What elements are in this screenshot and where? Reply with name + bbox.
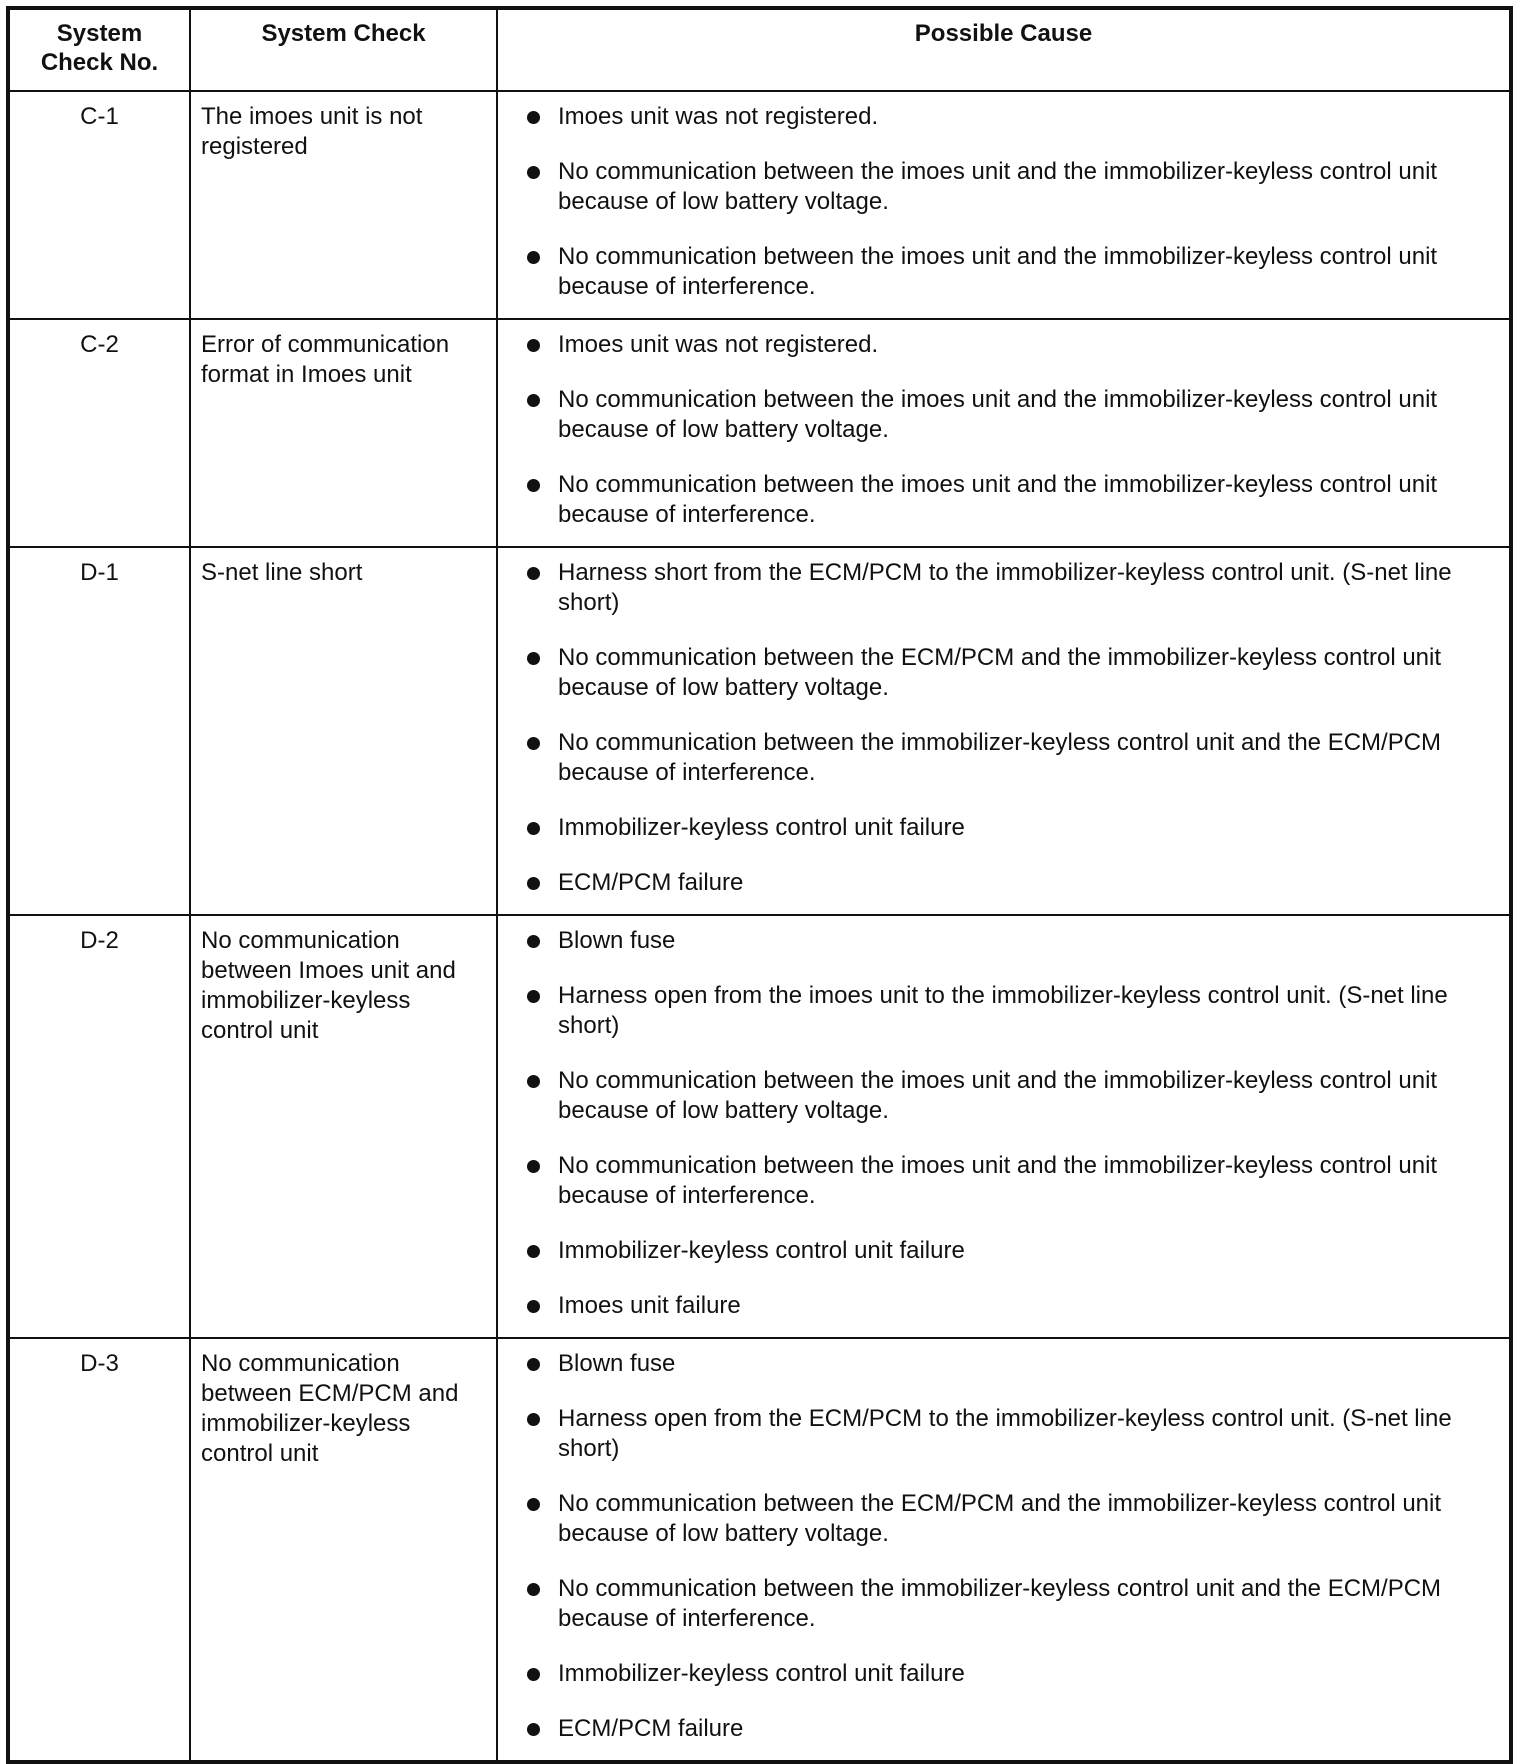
bullet-icon	[527, 990, 540, 1003]
table-row	[8, 1338, 1511, 1762]
header-system-check: System Check	[190, 8, 497, 91]
possible-cause-item	[498, 1659, 1495, 1689]
possible-cause-cell	[497, 91, 1511, 319]
bullet-icon	[527, 1723, 540, 1736]
possible-cause-item	[498, 157, 1495, 217]
system-check-cell: Error of communication format in Imoes unit	[190, 319, 497, 547]
table-row	[8, 91, 1511, 319]
bullet-icon	[527, 1583, 540, 1596]
possible-cause-item	[498, 1291, 1495, 1321]
possible-cause-text: No communication between the ECM/PCM and the immobilizer-keyless control unit because of low battery voltage.	[558, 1490, 1442, 1547]
possible-cause-item	[498, 385, 1495, 445]
bullet-icon	[527, 1498, 540, 1511]
table-row	[8, 547, 1511, 915]
system-check-no-cell: C-2	[8, 319, 190, 547]
possible-cause-list	[498, 926, 1495, 1321]
possible-cause-item	[498, 981, 1495, 1041]
bullet-icon	[527, 1075, 540, 1088]
possible-cause-list	[498, 102, 1495, 302]
possible-cause-text: No communication between the imoes unit and the immobilizer-keyless control unit because of interference.	[558, 1152, 1438, 1209]
possible-cause-item	[498, 868, 1495, 898]
system-check-cell: No communication between ECM/PCM and immobilizer-keyless control unit	[190, 1338, 497, 1762]
possible-cause-item	[498, 470, 1495, 530]
possible-cause-text: Imoes unit was not registered.	[558, 103, 879, 130]
possible-cause-text: Harness short from the ECM/PCM to the immobilizer-keyless control unit. (S-net line short)	[558, 559, 1452, 616]
possible-cause-text: No communication between the imoes unit and the immobilizer-keyless control unit because of low battery voltage.	[558, 386, 1438, 443]
possible-cause-text: ECM/PCM failure	[558, 869, 744, 896]
bullet-icon	[527, 1358, 540, 1371]
system-check-no-cell: C-1	[8, 91, 190, 319]
possible-cause-text: Imoes unit was not registered.	[558, 331, 879, 358]
bullet-icon	[527, 1300, 540, 1313]
system-check-cell: No communication between Imoes unit and immobilizer-keyless control unit	[190, 915, 497, 1338]
bullet-icon	[527, 1160, 540, 1173]
table-header	[8, 8, 1511, 91]
system-check-cell: S-net line short	[190, 547, 497, 915]
table-row	[8, 915, 1511, 1338]
possible-cause-item	[498, 558, 1495, 618]
possible-cause-item	[498, 926, 1495, 956]
table-row	[8, 319, 1511, 547]
possible-cause-item	[498, 330, 1495, 360]
bullet-icon	[527, 339, 540, 352]
system-check-cell: The imoes unit is not registered	[190, 91, 497, 319]
possible-cause-text: No communication between the imoes unit and the immobilizer-keyless control unit because of interference.	[558, 471, 1438, 528]
bullet-icon	[527, 877, 540, 890]
possible-cause-cell	[497, 319, 1511, 547]
bullet-icon	[527, 737, 540, 750]
possible-cause-item	[498, 728, 1495, 788]
bullet-icon	[527, 567, 540, 580]
possible-cause-text: No communication between the imoes unit and the immobilizer-keyless control unit because of interference.	[558, 243, 1438, 300]
bullet-icon	[527, 1413, 540, 1426]
bullet-icon	[527, 1245, 540, 1258]
possible-cause-text: No communication between the imoes unit and the immobilizer-keyless control unit because of low battery voltage.	[558, 158, 1438, 215]
possible-cause-item	[498, 102, 1495, 132]
possible-cause-text: Immobilizer-keyless control unit failure	[558, 814, 965, 841]
possible-cause-text: Harness open from the ECM/PCM to the immobilizer-keyless control unit. (S-net line short)	[558, 1405, 1452, 1462]
possible-cause-item	[498, 1236, 1495, 1266]
bullet-icon	[527, 652, 540, 665]
possible-cause-text: No communication between the imoes unit and the immobilizer-keyless control unit because of low battery voltage.	[558, 1067, 1438, 1124]
possible-cause-item	[498, 1404, 1495, 1464]
possible-cause-text: ECM/PCM failure	[558, 1715, 744, 1742]
possible-cause-list	[498, 1349, 1495, 1744]
possible-cause-item	[498, 1151, 1495, 1211]
possible-cause-text: No communication between the immobilizer-keyless control unit and the ECM/PCM because of interference.	[558, 729, 1442, 786]
possible-cause-text: No communication between the ECM/PCM and the immobilizer-keyless control unit because of low battery voltage.	[558, 644, 1442, 701]
possible-cause-text: Harness open from the imoes unit to the immobilizer-keyless control unit. (S-net line short)	[558, 982, 1448, 1039]
possible-cause-cell	[497, 547, 1511, 915]
bullet-icon	[527, 394, 540, 407]
system-check-no-cell: D-2	[8, 915, 190, 1338]
possible-cause-item	[498, 643, 1495, 703]
table-body	[8, 91, 1511, 1762]
possible-cause-list	[498, 558, 1495, 898]
header-possible-cause: Possible Cause	[497, 8, 1511, 91]
possible-cause-text: Immobilizer-keyless control unit failure	[558, 1660, 965, 1687]
possible-cause-text: No communication between the immobilizer-keyless control unit and the ECM/PCM because of interference.	[558, 1575, 1442, 1632]
possible-cause-text: Imoes unit failure	[558, 1292, 741, 1319]
header-row	[8, 8, 1511, 91]
possible-cause-text: Blown fuse	[558, 927, 676, 954]
possible-cause-item	[498, 1574, 1495, 1634]
possible-cause-cell	[497, 915, 1511, 1338]
system-check-no-cell: D-1	[8, 547, 190, 915]
possible-cause-cell	[497, 1338, 1511, 1762]
bullet-icon	[527, 111, 540, 124]
bullet-icon	[527, 1668, 540, 1681]
bullet-icon	[527, 935, 540, 948]
bullet-icon	[527, 479, 540, 492]
possible-cause-list	[498, 330, 1495, 530]
bullet-icon	[527, 822, 540, 835]
bullet-icon	[527, 166, 540, 179]
system-check-no-cell: D-3	[8, 1338, 190, 1762]
system-check-table	[6, 6, 1513, 1764]
possible-cause-item	[498, 1489, 1495, 1549]
possible-cause-item	[498, 1714, 1495, 1744]
possible-cause-item	[498, 1066, 1495, 1126]
possible-cause-item	[498, 242, 1495, 302]
possible-cause-text: Immobilizer-keyless control unit failure	[558, 1237, 965, 1264]
possible-cause-item	[498, 1349, 1495, 1379]
possible-cause-text: Blown fuse	[558, 1350, 676, 1377]
header-system-check-no: System Check No.	[8, 8, 190, 91]
bullet-icon	[527, 251, 540, 264]
possible-cause-item	[498, 813, 1495, 843]
